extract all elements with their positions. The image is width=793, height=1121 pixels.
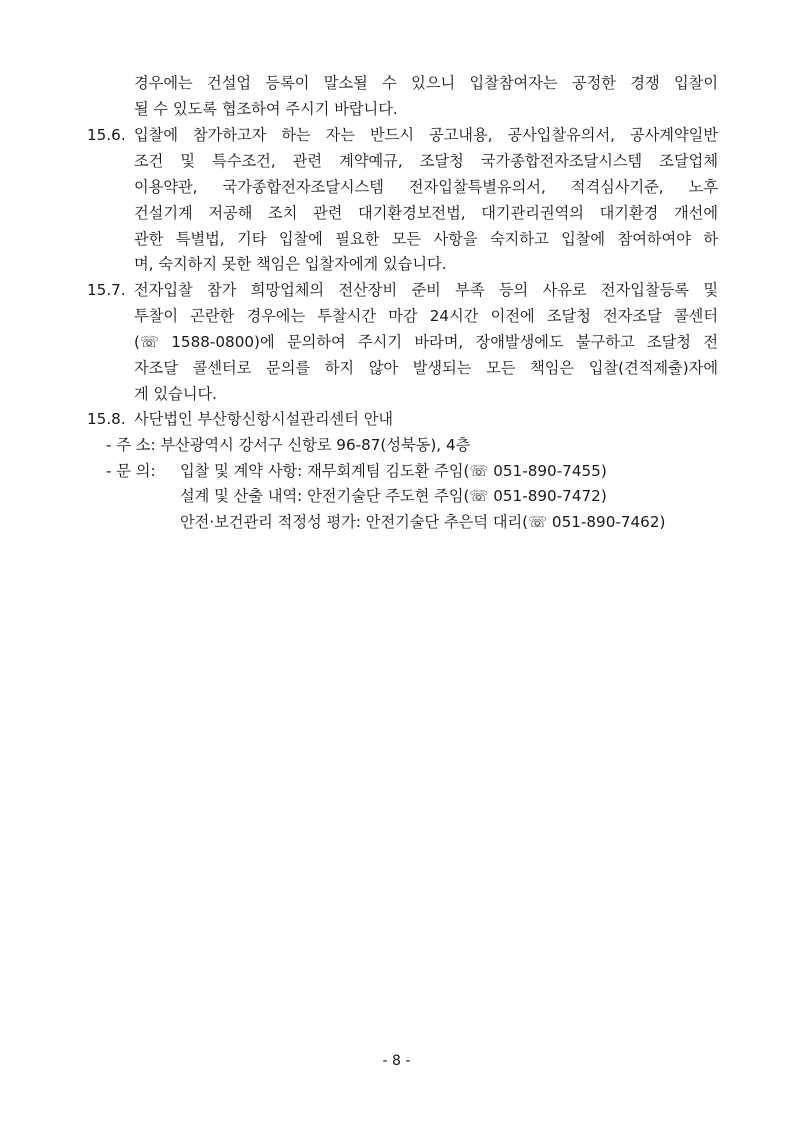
section-title: 사단법인 부산항신항시설관리센터 안내 bbox=[134, 410, 394, 428]
paragraph-line: 이용약관, 국가종합전자조달시스템 전자입찰특별유의서, 적격심사기준, 노후 bbox=[134, 178, 718, 196]
paragraph-line: 건설기계 저공해 조치 관련 대기환경보전법, 대기관리권역의 대기환경 개선에 bbox=[134, 204, 718, 222]
contact-line: 안전·보건관리 적정성 평가: 안전기술단 추은덕 대리(☏ 051-890-7462) bbox=[180, 513, 666, 531]
paragraph-line: 며, 숙지하지 못한 책임은 입찰자에게 있습니다. bbox=[134, 255, 447, 273]
paragraph-line: 조건 및 특수조건, 관련 계약예규, 조달청 국가종합전자조달시스템 조달업체 bbox=[134, 152, 718, 170]
page-number: - 8 - bbox=[382, 1053, 411, 1069]
paragraph-line: 자조달 콜센터로 문의를 하지 않아 발생되는 모든 책임은 입찰(견적제출)자에 bbox=[134, 359, 718, 377]
paragraph-line: 전자입찰 참가 희망업체의 전산장비 준비 부족 등의 사유로 전자입찰등록 및 bbox=[134, 281, 718, 299]
paragraph-line: 입찰에 참가하고자 하는 자는 반드시 공고내용, 공사입찰유의서, 공사계약일반 bbox=[134, 126, 718, 144]
continuation-line: 경우에는 건설업 등록이 말소될 수 있으니 입찰참여자는 공정한 경쟁 입찰이 bbox=[134, 74, 718, 92]
address-line: - 주 소: 부산광역시 강서구 신항로 96-87(성북동), 4층 bbox=[106, 436, 471, 454]
paragraph-line: 투찰이 곤란한 경우에는 투찰시간 마감 24시간 이전에 조달청 전자조달 콜센터 bbox=[134, 307, 718, 325]
contact-line: 설계 및 산출 내역: 안전기술단 주도현 주임(☏ 051-890-7472) bbox=[180, 487, 607, 505]
paragraph-line: 관한 특별법, 기타 입찰에 필요한 모든 사항을 숙지하고 입찰에 참여하여야 하 bbox=[134, 230, 718, 248]
continuation-line: 될 수 있도록 협조하여 주시기 바랍니다. bbox=[134, 100, 398, 118]
inquiry-label: - 문 의: bbox=[106, 462, 156, 480]
section-number-15-8: 15.8. bbox=[87, 410, 126, 428]
section-number-15-6: 15.6. bbox=[87, 126, 126, 144]
paragraph-line: (☏ 1588-0800)에 문의하여 주시기 바라며, 장애발생에도 불구하고 조달청 전 bbox=[134, 333, 718, 351]
contact-line: 입찰 및 계약 사항: 재무회계팀 김도환 주임(☏ 051-890-7455) bbox=[180, 462, 607, 480]
section-number-15-7: 15.7. bbox=[87, 281, 126, 299]
paragraph-line: 게 있습니다. bbox=[134, 385, 218, 403]
